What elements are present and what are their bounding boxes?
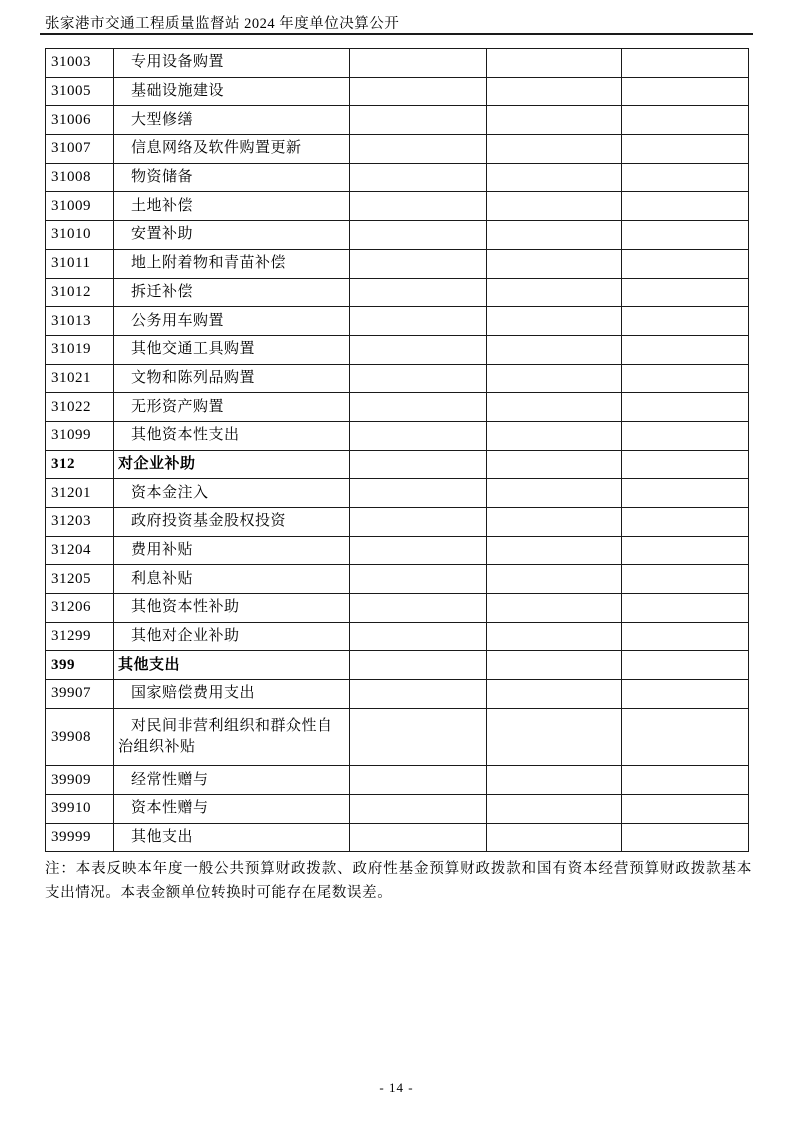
- row-name: 信息网络及软件购置更新: [131, 140, 302, 157]
- row-code-cell: 31003: [46, 49, 114, 78]
- row-code-cell: 31299: [46, 623, 114, 652]
- table-row: [46, 393, 749, 422]
- row-code-cell: 31013: [46, 307, 114, 336]
- row-code-cell: 31099: [46, 422, 114, 451]
- row-name: 大型修缮: [131, 111, 194, 128]
- row-code-cell: 31008: [46, 164, 114, 193]
- row-name-cell: [114, 709, 350, 766]
- row-name: 土地补偿: [131, 197, 194, 214]
- row-code-cell: 31206: [46, 594, 114, 623]
- row-value-cell-2: [487, 279, 622, 308]
- row-value-cell-2: [487, 709, 622, 766]
- row-name: 基础设施建设: [131, 83, 225, 100]
- row-value-cell-1: [350, 537, 487, 566]
- row-value-cell-3: [622, 365, 749, 394]
- row-name: 其他资本性支出: [131, 427, 240, 444]
- row-name: 拆迁补偿: [131, 283, 194, 300]
- row-name-cell: [114, 623, 350, 652]
- row-value-cell-1: [350, 192, 487, 221]
- row-value-cell-1: [350, 307, 487, 336]
- row-value-cell-2: [487, 479, 622, 508]
- row-value-cell-1: [350, 594, 487, 623]
- table-row: [46, 192, 749, 221]
- row-name: 其他对企业补助: [131, 628, 240, 645]
- row-name: 对企业补助: [118, 455, 196, 472]
- row-name-cell: [114, 795, 350, 824]
- row-name: 文物和陈列品购置: [131, 369, 256, 386]
- row-value-cell-1: [350, 623, 487, 652]
- row-value-cell-1: [350, 479, 487, 508]
- row-value-cell-1: [350, 508, 487, 537]
- header-rule-divider: [40, 33, 753, 35]
- row-value-cell-2: [487, 135, 622, 164]
- table-row: [46, 336, 749, 365]
- row-name-cell: [114, 451, 350, 480]
- row-value-cell-2: [487, 680, 622, 709]
- row-name-cell: [114, 106, 350, 135]
- row-value-cell-3: [622, 192, 749, 221]
- row-name: 资本金注入: [131, 484, 209, 501]
- row-name: 政府投资基金股权投资: [131, 513, 287, 530]
- row-value-cell-2: [487, 106, 622, 135]
- row-value-cell-1: [350, 106, 487, 135]
- row-name: 国家赔偿费用支出: [131, 685, 256, 702]
- row-code-cell: 31009: [46, 192, 114, 221]
- row-value-cell-3: [622, 78, 749, 107]
- table-row: [46, 78, 749, 107]
- row-value-cell-3: [622, 508, 749, 537]
- row-value-cell-3: [622, 651, 749, 680]
- row-name-cell: [114, 164, 350, 193]
- row-value-cell-2: [487, 594, 622, 623]
- row-name-cell: [114, 479, 350, 508]
- row-value-cell-1: [350, 565, 487, 594]
- row-value-cell-1: [350, 250, 487, 279]
- page-title: 张家港市交通工程质量监督站 2024 年度单位决算公开: [45, 16, 400, 32]
- table-row: [46, 680, 749, 709]
- row-name: 费用补贴: [131, 542, 194, 559]
- row-value-cell-1: [350, 766, 487, 795]
- table-row: [46, 766, 749, 795]
- row-name-cell: [114, 651, 350, 680]
- budget-table: [45, 48, 749, 852]
- row-code-cell: 39909: [46, 766, 114, 795]
- row-value-cell-1: [350, 422, 487, 451]
- row-value-cell-1: [350, 135, 487, 164]
- row-value-cell-1: [350, 651, 487, 680]
- row-value-cell-3: [622, 135, 749, 164]
- row-code-cell: 31019: [46, 336, 114, 365]
- row-name: 其他支出: [118, 656, 181, 673]
- row-value-cell-1: [350, 709, 487, 766]
- row-name: 公务用车购置: [131, 312, 225, 329]
- table-row: [46, 709, 749, 766]
- row-value-cell-2: [487, 365, 622, 394]
- row-code-cell: 31201: [46, 479, 114, 508]
- table-row: [46, 164, 749, 193]
- table-row: [46, 49, 749, 78]
- table-row: [46, 508, 749, 537]
- row-value-cell-2: [487, 221, 622, 250]
- row-name-cell: [114, 766, 350, 795]
- row-value-cell-2: [487, 393, 622, 422]
- row-value-cell-3: [622, 250, 749, 279]
- row-value-cell-2: [487, 336, 622, 365]
- table-row: [46, 565, 749, 594]
- row-name-cell: [114, 78, 350, 107]
- row-code-cell: 31012: [46, 279, 114, 308]
- table-row: [46, 795, 749, 824]
- row-name-cell: [114, 365, 350, 394]
- row-code-cell: 31010: [46, 221, 114, 250]
- row-code-cell: 31007: [46, 135, 114, 164]
- row-value-cell-3: [622, 537, 749, 566]
- row-name: 其他交通工具购置: [131, 341, 256, 358]
- row-value-cell-3: [622, 221, 749, 250]
- row-value-cell-2: [487, 49, 622, 78]
- table-row: [46, 451, 749, 480]
- row-code-cell: 31204: [46, 537, 114, 566]
- row-code-cell: 39910: [46, 795, 114, 824]
- table-footnote: 注：本表反映本年度一般公共预算财政拨款、政府性基金预算财政拨款和国有资本经营预算财政拨款基本支出情况。本表金额单位转换时可能存在尾数误差。: [45, 861, 752, 901]
- row-name-cell: [114, 393, 350, 422]
- table-row: [46, 651, 749, 680]
- table-row: [46, 623, 749, 652]
- row-value-cell-1: [350, 795, 487, 824]
- row-code-cell: 399: [46, 651, 114, 680]
- row-value-cell-3: [622, 422, 749, 451]
- row-value-cell-1: [350, 824, 487, 853]
- row-value-cell-3: [622, 279, 749, 308]
- row-code-cell: 31021: [46, 365, 114, 394]
- row-value-cell-1: [350, 78, 487, 107]
- row-name: 无形资产购置: [131, 398, 225, 415]
- table-row: [46, 594, 749, 623]
- row-value-cell-2: [487, 795, 622, 824]
- row-value-cell-2: [487, 766, 622, 795]
- table-row: [46, 365, 749, 394]
- row-value-cell-2: [487, 307, 622, 336]
- row-value-cell-2: [487, 164, 622, 193]
- row-value-cell-1: [350, 279, 487, 308]
- row-name-cell: [114, 49, 350, 78]
- row-value-cell-3: [622, 479, 749, 508]
- row-value-cell-3: [622, 594, 749, 623]
- table-row: [46, 422, 749, 451]
- row-value-cell-1: [350, 451, 487, 480]
- table-row: [46, 135, 749, 164]
- row-name-cell: [114, 192, 350, 221]
- row-name: 其他资本性补助: [131, 599, 240, 616]
- row-value-cell-1: [350, 221, 487, 250]
- row-value-cell-3: [622, 336, 749, 365]
- row-name-cell: [114, 537, 350, 566]
- row-code-cell: 39908: [46, 709, 114, 766]
- table-row: [46, 106, 749, 135]
- row-value-cell-1: [350, 393, 487, 422]
- table-row: [46, 824, 749, 853]
- row-value-cell-3: [622, 709, 749, 766]
- row-name: 资本性赠与: [131, 800, 209, 817]
- table-row: [46, 221, 749, 250]
- row-code-cell: 31205: [46, 565, 114, 594]
- row-name-cell: [114, 250, 350, 279]
- row-name-cell: [114, 824, 350, 853]
- row-name-cell: [114, 135, 350, 164]
- table-row: [46, 307, 749, 336]
- row-code-cell: 39999: [46, 824, 114, 853]
- row-value-cell-3: [622, 565, 749, 594]
- row-value-cell-3: [622, 307, 749, 336]
- row-code-cell: 31005: [46, 78, 114, 107]
- row-value-cell-2: [487, 250, 622, 279]
- row-name-cell: [114, 336, 350, 365]
- row-name: 利息补贴: [131, 570, 194, 587]
- row-name-cell: [114, 279, 350, 308]
- page-number: - 14 -: [379, 1080, 414, 1095]
- row-name-cell: [114, 565, 350, 594]
- row-value-cell-2: [487, 651, 622, 680]
- row-code-cell: 31022: [46, 393, 114, 422]
- row-value-cell-3: [622, 766, 749, 795]
- row-name-cell: [114, 508, 350, 537]
- table-row: [46, 479, 749, 508]
- table-row: [46, 279, 749, 308]
- row-name: 其他支出: [131, 828, 194, 845]
- row-value-cell-2: [487, 451, 622, 480]
- row-value-cell-1: [350, 365, 487, 394]
- row-name-cell: [114, 221, 350, 250]
- row-name-cell: [114, 422, 350, 451]
- row-name: 安置补助: [131, 226, 194, 243]
- row-value-cell-2: [487, 78, 622, 107]
- row-value-cell-3: [622, 795, 749, 824]
- row-value-cell-2: [487, 537, 622, 566]
- row-value-cell-3: [622, 393, 749, 422]
- row-name-cell: [114, 307, 350, 336]
- row-value-cell-1: [350, 49, 487, 78]
- row-value-cell-2: [487, 508, 622, 537]
- row-name: 经常性赠与: [131, 771, 209, 788]
- row-value-cell-2: [487, 824, 622, 853]
- row-value-cell-3: [622, 680, 749, 709]
- row-value-cell-1: [350, 336, 487, 365]
- row-value-cell-3: [622, 164, 749, 193]
- row-code-cell: 31006: [46, 106, 114, 135]
- row-value-cell-2: [487, 565, 622, 594]
- row-code-cell: 39907: [46, 680, 114, 709]
- row-value-cell-1: [350, 164, 487, 193]
- row-value-cell-3: [622, 824, 749, 853]
- row-code-cell: 31011: [46, 250, 114, 279]
- row-name: 对民间非营利组织和群众性自治组织补贴: [118, 718, 333, 755]
- row-value-cell-1: [350, 680, 487, 709]
- row-name: 地上附着物和青苗补偿: [131, 255, 287, 272]
- row-code-cell: 31203: [46, 508, 114, 537]
- table-row: [46, 537, 749, 566]
- row-code-cell: 312: [46, 451, 114, 480]
- row-name: 专用设备购置: [131, 54, 225, 71]
- row-name-cell: [114, 594, 350, 623]
- row-value-cell-2: [487, 623, 622, 652]
- row-value-cell-3: [622, 106, 749, 135]
- row-value-cell-3: [622, 49, 749, 78]
- row-value-cell-2: [487, 192, 622, 221]
- row-value-cell-3: [622, 451, 749, 480]
- row-value-cell-3: [622, 623, 749, 652]
- row-value-cell-2: [487, 422, 622, 451]
- table-row: [46, 250, 749, 279]
- row-name: 物资储备: [131, 169, 194, 186]
- row-name-cell: [114, 680, 350, 709]
